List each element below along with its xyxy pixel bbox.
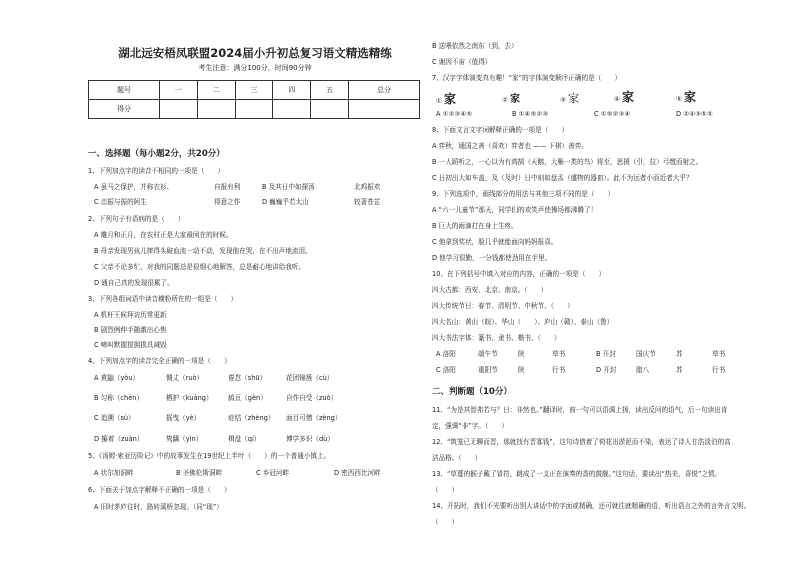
- judge-line: 14、开拓时，我们不光要听出别人讲话中的字面或精确，还可就往就精确的语，听出语言之外的言外言文明。: [432, 502, 751, 510]
- glyph-number: ②: [502, 96, 508, 104]
- option: 草书: [712, 350, 726, 358]
- table-cell: 一: [159, 81, 197, 100]
- option: 行书: [712, 366, 726, 374]
- table-cell: 题号: [89, 81, 160, 100]
- option: B 一人蹈听之，一心以为有鸿鹄（天鹅，大雁一类的鸟）将至，思援（引，拉）弓缴而射之。: [432, 158, 703, 166]
- glyph-image: 家: [444, 92, 457, 106]
- option: A 洛阳: [436, 350, 456, 358]
- option: D 巍巍乎若太山: [262, 198, 309, 206]
- option: C 谢因不宙（值得）: [432, 58, 492, 66]
- option: 腊八: [636, 366, 650, 374]
- option: 陕: [518, 350, 525, 358]
- option: A 状尔加洞畔: [94, 469, 134, 477]
- option: D 密西西比河畔: [334, 469, 381, 477]
- info-line: 四大传统节日：春节、清明节、中秋节、（ ）: [432, 302, 574, 310]
- option: 症结（zhèng）: [228, 414, 275, 422]
- table-cell: 得分: [89, 100, 160, 119]
- option: 面目可憎（zèng）: [286, 414, 342, 422]
- option: 花团锦簇（cù）: [286, 374, 334, 382]
- option: C 乡冠河畔: [256, 469, 290, 477]
- score-input-cell[interactable]: [235, 100, 273, 119]
- option: B 剧烈例伸手随激出心焦: [94, 326, 167, 334]
- option: C 他拿到奖状，脸几乎就能面向妈妈报喜。: [432, 238, 558, 246]
- glyph-image: 家: [510, 94, 521, 105]
- info-line: 四大古都：西安、北京、南京、（ ）: [432, 286, 548, 294]
- score-table: [88, 80, 420, 119]
- table-row: [89, 81, 420, 100]
- option: D ②④③⑤⑤: [676, 110, 713, 118]
- option: 楫盘（qí）: [228, 435, 261, 443]
- question-stem: 6、下面关于加点字解释不正确的一项是（ ）: [88, 486, 231, 494]
- glyph-option: [614, 88, 634, 105]
- option: 隽蹻（yìn）: [166, 435, 203, 443]
- judge-line: 13、“草蔓的猴子戴了冒符，跳成了一支正在演奏的香的鼓舰。”这句话，要读出“热美，喜悦”之情。: [432, 470, 722, 478]
- option: 博学多识（dù）: [286, 435, 334, 443]
- info-line: 四大名山：黄山（皖）、华山（ ）、庐山（赣）、泰山（鲁）: [432, 318, 614, 326]
- option: D 攥着（zuàn）: [94, 435, 144, 443]
- question-stem: 10、在下列括号中填入对应的内容，正确的一项是（ ）: [432, 270, 606, 278]
- option: 摇曳（yè）: [166, 414, 201, 422]
- table-cell: 二: [197, 81, 235, 100]
- page-title: 湖北远安梧凤联盟2024届小升初总复习语文精选精练: [118, 46, 392, 60]
- option: A 虽马之保护，并称衣衫、: [94, 183, 174, 191]
- option: B 送喂依然之南东（到，去）: [432, 42, 518, 50]
- option: B 巨大的雨滴打在身上生疼。: [432, 222, 518, 230]
- option: A 旧时茅庐往时，路转溪桥忽现。（同“现”）: [94, 503, 223, 511]
- table-cell: 三: [235, 81, 273, 100]
- option: 国庆节: [636, 350, 656, 358]
- option: B 开封: [596, 350, 616, 358]
- option: 北鸡振欢: [354, 183, 381, 191]
- section-heading: 一、选择题（每小题2分，共20分）: [88, 149, 225, 159]
- option: 苏: [676, 350, 683, 358]
- glyph-option: [560, 90, 579, 106]
- score-input-cell[interactable]: [273, 100, 311, 119]
- option: B 及其日中如探汤: [262, 183, 315, 191]
- option: 较著苍芷: [354, 198, 381, 206]
- glyph-option: [676, 88, 696, 105]
- glyph-number: ⑤: [676, 95, 682, 103]
- glyph-option: [436, 90, 456, 107]
- option: C 父亲不论多忙，对我的同题总是很细心地解答，总是耐心地讲给我听。: [94, 263, 306, 271]
- table-cell: 四: [273, 81, 311, 100]
- option: B 圣佛伦斯洞畔: [176, 469, 223, 477]
- judge-line: （ ）: [432, 518, 459, 526]
- glyph-number: ③: [560, 96, 566, 104]
- option: 自报有利: [214, 183, 241, 191]
- option: B 匀称（chèn）: [94, 394, 144, 402]
- question-stem: 1、下列加点字的读音不相同的一项是（ ）: [88, 167, 225, 175]
- judge-line: （ ）: [432, 486, 459, 494]
- glyph-image: 家: [622, 90, 635, 104]
- question-stem: 7、汉字字体演变真有趣！“家”的字体演变顺序正确的是（ ）: [432, 74, 622, 82]
- score-input-cell[interactable]: [349, 100, 420, 119]
- judge-line: 12、“筑笼已无聊而晋，那就找有晋寡钱”，这句诗借着了荷花出淤泥而不染，表达了诗人甘浩淡泊的高: [432, 438, 731, 446]
- option: A ①②③④⑤: [436, 110, 473, 118]
- option: 苏: [676, 366, 683, 374]
- glyph-image: 家: [684, 90, 697, 104]
- judge-line: 11、“为是其智弗若与？日：非然也。”翻译时，前一句可以语调上扬，读出反问的语气，后一句读出肯: [432, 406, 728, 414]
- question-stem: 4、下列加点字的读音完全正确的一项是（ ）: [88, 357, 231, 365]
- option: 倦怠（shū）: [228, 374, 267, 382]
- option: B 母亲发现男孩儿摔得头破血流一动不动，发现他在哭，在不出声地流泪。: [94, 247, 312, 255]
- judge-line: 洁品格。（ ）: [432, 454, 482, 462]
- option: C ①⑤②③④: [594, 110, 631, 118]
- option: B ①④⑤②③: [512, 110, 549, 118]
- option: C 日初出大如车盖，及（及时）日中则如盘盂（盛物的器皿）。此不为远者小而近者大乎？: [432, 174, 693, 182]
- option: A 黄鼬（yòu）: [94, 374, 140, 382]
- judge-line: 定，强调“非”字。（ ）: [432, 422, 509, 430]
- option: 栖护（kuàng）: [166, 394, 213, 402]
- table-cell: 五: [311, 81, 349, 100]
- option: C 洛阳: [436, 366, 456, 374]
- option: D 他学习很勤，一分钱都使劲用在手里。: [432, 254, 552, 262]
- option: C 追溯（sù）: [94, 414, 135, 422]
- option: 端午节: [478, 350, 498, 358]
- glyph-option: [502, 90, 520, 105]
- question-stem: 9、下列选项中，画线部分的用法与其他三项不同的是（ ）: [432, 190, 615, 198]
- option: D 通自己真的发现很累了。: [94, 279, 174, 287]
- info-line: 四大书法字体：篆书、隶书、楷书、（ ）: [432, 334, 561, 342]
- option: 得意之作: [214, 198, 241, 206]
- option: A 雕月和正月，在农村正是大家最闲在的时候。: [94, 231, 233, 239]
- option: 自作自受（zuò）: [286, 394, 338, 402]
- table-cell: 总分: [349, 81, 420, 100]
- option: D 开封: [596, 366, 617, 374]
- score-input-cell[interactable]: [159, 100, 197, 119]
- option: C 忠振与振的阿生: [94, 198, 147, 206]
- option: A 机杆王候拜访历常更新: [94, 311, 167, 319]
- option: 重阳节: [478, 366, 498, 374]
- option: 草书: [552, 350, 566, 358]
- option: C 啼叫默握搅拥损具减毁: [94, 341, 167, 349]
- glyph-number: ④: [614, 95, 620, 103]
- option: A “六一儿童节”那天，同学们的欢笑声使操场都沸腾了！: [432, 206, 598, 214]
- option: 鸫亘（gèn）: [228, 394, 267, 402]
- section-heading: 二、判断题（10分）: [432, 387, 512, 397]
- exam-notice: 考生注意：满分100分，时间90分钟: [198, 64, 312, 72]
- option: A 弈秋，通国之善（喜欢）弈者也 —— 下棋）善弈。: [432, 142, 588, 150]
- question-stem: 3、下列各组词语中读音横粉所在的一组是（ ）: [88, 295, 238, 303]
- glyph-image: 家: [568, 92, 580, 105]
- score-input-cell[interactable]: [197, 100, 235, 119]
- table-row: [89, 100, 420, 119]
- glyph-number: ①: [436, 97, 442, 105]
- question-stem: 2、下列句子有语病的是（ ）: [88, 215, 185, 223]
- question-stem: 8、下面文言文字词解释正确的一项是（ ）: [432, 126, 569, 134]
- option: 惆丈（ruò）: [166, 374, 204, 382]
- score-input-cell[interactable]: [311, 100, 349, 119]
- option: 陕: [518, 366, 525, 374]
- option: 行书: [552, 366, 566, 374]
- question-stem: 5、《汤姆·索亚历险记》中的故事发生在19世纪上半叶（ ）的一个普通小镇上。: [88, 452, 331, 460]
